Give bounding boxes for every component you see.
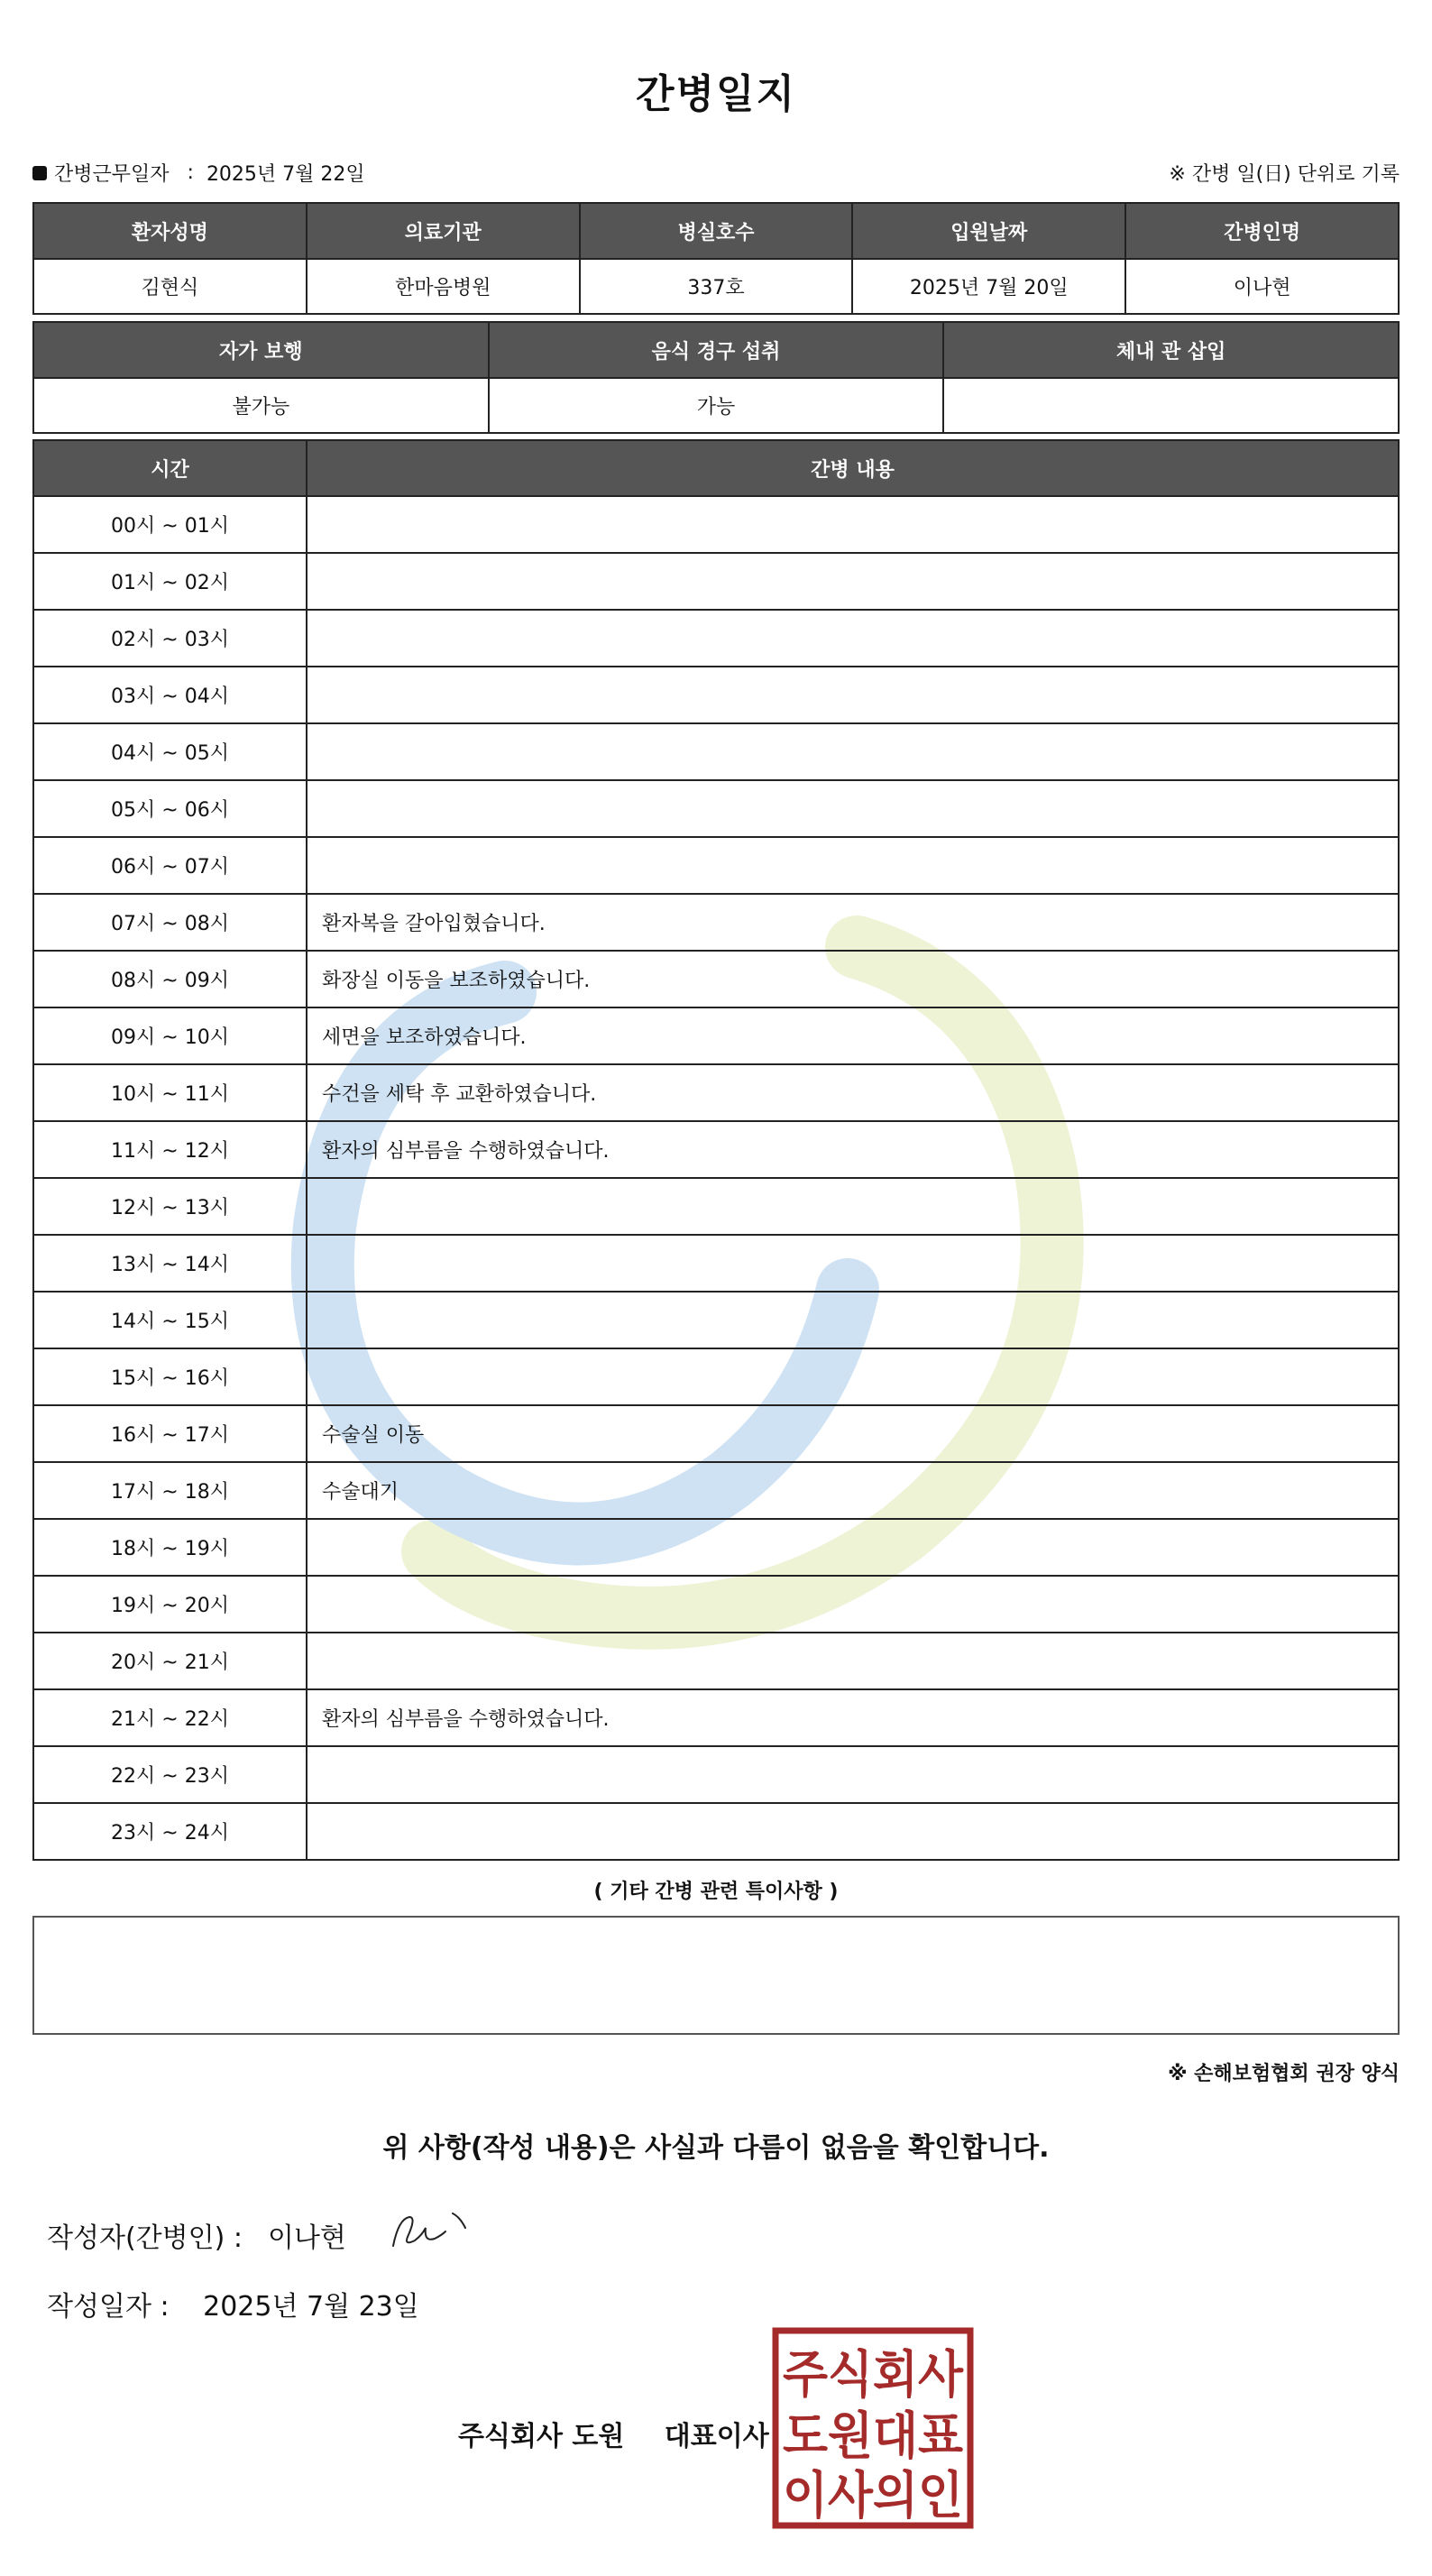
log-row [33,553,1399,610]
log-content-cell [307,496,1399,553]
log-time-cell: 23시 ~ 24시 [33,1803,307,1860]
log-time-cell: 14시 ~ 15시 [33,1292,307,1348]
log-time-cell: 18시 ~ 19시 [33,1519,307,1576]
log-row [33,667,1399,723]
log-time-cell: 07시 ~ 08시 [33,894,307,951]
status-header-row [33,322,1399,378]
log-content-cell [307,837,1399,894]
log-row [33,1348,1399,1405]
writer-name: 이나현 [267,2222,346,2254]
patient-info-table [32,202,1400,315]
log-content-cell [307,1178,1399,1235]
log-row [33,723,1399,780]
value-patient-name: 김현식 [33,259,307,314]
log-row [33,1121,1399,1178]
value-caregiver-name: 이나현 [1125,259,1399,314]
value-tube-insertion [943,378,1399,433]
log-time-cell: 05시 ~ 06시 [33,780,307,837]
log-row [33,894,1399,951]
log-content-cell: 환자의 심부름을 수행하였습니다. [307,1689,1399,1746]
log-time-cell: 03시 ~ 04시 [33,667,307,723]
meta-row [32,159,1400,189]
header-self-walking: 자가 보행 [33,322,489,378]
work-date-value: 2025년 7월 22일 [206,163,365,186]
page-title: 간병일지 [635,71,796,117]
log-time-cell: 16시 ~ 17시 [33,1405,307,1462]
log-row [33,1803,1399,1860]
form-note: ※ 손해보험협회 권장 양식 [1168,2063,1400,2085]
company-line [458,2414,769,2453]
work-date [32,159,365,187]
confirm-statement: 위 사항(작성 내용)은 사실과 다름이 없음을 확인합니다. [382,2132,1050,2164]
writer-line [47,2215,346,2255]
info-header-row [33,203,1399,259]
log-row [33,1405,1399,1462]
header-room-number: 병실호수 [580,203,853,259]
log-time-cell: 17시 ~ 18시 [33,1462,307,1519]
log-row [33,1633,1399,1689]
care-log-table [32,439,1400,1861]
signature-image [386,2201,476,2255]
work-date-separator: : [187,161,194,184]
date-line [47,2284,419,2323]
log-content-cell [307,1292,1399,1348]
log-content-cell [307,1803,1399,1860]
status-value-row [33,378,1399,433]
value-self-walking: 불가능 [33,378,489,433]
log-content-cell: 화장실 이동을 보조하였습니다. [307,951,1399,1007]
log-row [33,1576,1399,1633]
seal-text-line: 주식회사 [783,2346,964,2405]
info-value-row [33,259,1399,314]
log-row [33,1235,1399,1292]
notes-box [32,1916,1400,2035]
header-admission-date: 입원날짜 [852,203,1125,259]
log-content-cell [307,1633,1399,1689]
log-time-cell: 11시 ~ 12시 [33,1121,307,1178]
header-care-content: 간병 내용 [307,440,1399,496]
square-bullet-icon [32,166,47,180]
log-content-cell [307,1576,1399,1633]
log-time-cell: 06시 ~ 07시 [33,837,307,894]
log-content-cell [307,780,1399,837]
header-patient-name: 환자성명 [33,203,307,259]
log-time-cell: 08시 ~ 09시 [33,951,307,1007]
log-content-cell [307,723,1399,780]
log-row [33,780,1399,837]
log-header-row [33,440,1399,496]
log-row [33,496,1399,553]
log-row [33,1064,1399,1121]
record-note: ※ 간병 일(日) 단위로 기록 [1169,163,1400,186]
log-row [33,1689,1399,1746]
log-time-cell: 22시 ~ 23시 [33,1746,307,1803]
log-row [33,1746,1399,1803]
company-seal [772,2327,974,2529]
log-time-cell: 01시 ~ 02시 [33,553,307,610]
work-date-label: 간병근무일자 [54,163,170,186]
company-name: 주식회사 도원 [458,2421,625,2452]
value-admission-date: 2025년 7월 20일 [852,259,1125,314]
value-hospital: 한마음병원 [307,259,580,314]
log-row [33,1519,1399,1576]
value-room-number: 337호 [580,259,853,314]
header-oral-intake: 음식 경구 섭취 [489,322,944,378]
writer-label: 작성자(간병인) : [47,2222,243,2254]
log-content-cell: 세면을 보조하였습니다. [307,1007,1399,1064]
date-value: 2025년 7월 23일 [203,2291,419,2323]
log-time-cell: 10시 ~ 11시 [33,1064,307,1121]
log-time-cell: 19시 ~ 20시 [33,1576,307,1633]
header-hospital: 의료기관 [307,203,580,259]
seal-text-line: 이사의인 [783,2467,963,2525]
log-row [33,1178,1399,1235]
log-time-cell: 21시 ~ 22시 [33,1689,307,1746]
log-time-cell: 09시 ~ 10시 [33,1007,307,1064]
log-content-cell [307,553,1399,610]
log-time-cell: 04시 ~ 05시 [33,723,307,780]
header-caregiver-name: 간병인명 [1125,203,1399,259]
notes-title: ( 기타 간병 관련 특이사항 ) [593,1881,839,1903]
log-content-cell: 수술대기 [307,1462,1399,1519]
log-content-cell [307,1746,1399,1803]
log-time-cell: 20시 ~ 21시 [33,1633,307,1689]
header-time: 시간 [33,440,307,496]
log-content-cell: 수술실 이동 [307,1405,1399,1462]
log-body [33,496,1399,1860]
log-content-cell [307,1519,1399,1576]
log-row [33,837,1399,894]
log-time-cell: 15시 ~ 16시 [33,1348,307,1405]
log-time-cell: 00시 ~ 01시 [33,496,307,553]
log-row [33,610,1399,667]
log-content-cell: 수건을 세탁 후 교환하였습니다. [307,1064,1399,1121]
log-content-cell [307,610,1399,667]
log-content-cell [307,1348,1399,1405]
header-tube-insertion: 체내 관 삽입 [943,322,1399,378]
value-oral-intake: 가능 [489,378,944,433]
log-time-cell: 12시 ~ 13시 [33,1178,307,1235]
log-row [33,1007,1399,1064]
log-content-cell: 환자의 심부름을 수행하였습니다. [307,1121,1399,1178]
log-time-cell: 02시 ~ 03시 [33,610,307,667]
log-row [33,1462,1399,1519]
log-row [33,951,1399,1007]
log-time-cell: 13시 ~ 14시 [33,1235,307,1292]
log-content-cell [307,667,1399,723]
seal-text-line: 도원대표 [783,2407,963,2466]
log-row [33,1292,1399,1348]
date-label: 작성일자 : [47,2291,170,2323]
company-rep: 대표이사 [664,2421,769,2452]
patient-status-table [32,321,1400,434]
log-content-cell: 환자복을 갈아입혔습니다. [307,894,1399,951]
log-content-cell [307,1235,1399,1292]
